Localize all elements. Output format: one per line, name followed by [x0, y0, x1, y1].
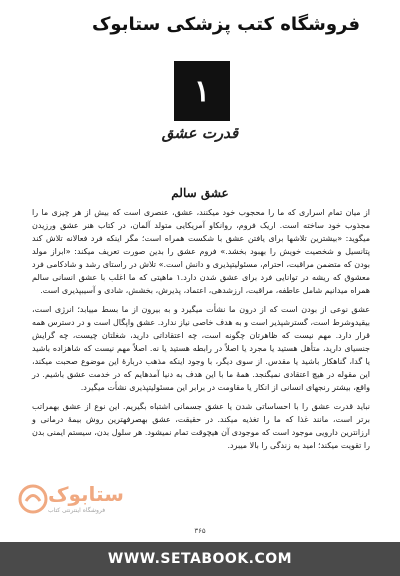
- body-text: [32, 206, 370, 458]
- paragraph: نباید قدرت عشق را با احساساتی شدن یا عشق جسمانی اشتباه بگیریم. این نوع از عشق بهمراتب برتر است، مانند غذا که ما را تغذیه میکند. در حقیقت، عشق بهصرفهترین روش بیمهٔ درمانی و ارزانترین دارویی موجود است که موجودی آن هیچوقت تمام نمیشود. هر سلول بدن، سیستم ایمنی بدن را تقویت میکند؛ امید به زندگی را بالا میبرد.: [32, 402, 370, 450]
- paragraph: عشق نوعی از بودن است که از درون ما نشأت میگیرد و به بیرون از ما بسط مییابد؛ انرژی است، بیقیدوشرط است، گسترشپذیر است و به هدف خاصی نیاز ندارد. عشق واپگال است و در دسترس همه قرار دارد. مهم نیست که ظاهرتان چگونه است، چه اعتقاداتی دارید، شغلتان چیست، چه گرایش جنسیای دارید، متأهل هستید یا مجرد یا اصلاً در رابطه هستید یا نه. اصلاً مهم نیست که شاهزاده باشید یا گدا، گناهکار باشید یا مقدس. از سوی دیگر، با وجود اینکه مذهب دربارهٔ این موضوع صحبت میکند، این مقوله در هیچ اعتقادی نمیگنجد. همهٔ ما با این هدف به دنیا آمدهایم که در خدمت عشق باشیم. در واقع، بیشتر رنجهای انسانی از انکار یا مقاومت در برابر این مسئولیتپذیری نشأت میگیرد.: [32, 305, 370, 392]
- footer-bar: [0, 542, 400, 576]
- section-heading: عشق سالم: [171, 186, 229, 200]
- setabook-logo-watermark: [18, 482, 126, 522]
- setabook-logo-icon: [18, 484, 48, 514]
- chapter-number-box: [174, 61, 230, 121]
- chapter-title: قدرت عشق: [161, 124, 239, 142]
- paragraph: از میان تمام اسراری که ما را محجوب خود میکنند، عشق، عنصری است که بیش از هر چیزی ما را مجذوب خود ساخته است. اریک فروم، روانکاو آمریکایی متولد آلمان، در کتاب هنر عشق ورزیدن میگوید: «بیشترین تلاشها برای یافتن عشق با شکست همراه است؛ مگر اینکه فرد فعالانه تلاش کند پتانسیل و شخصیت خویش را بهبود بخشد.» فروم عشق را بدین صورت تعریف میکند: «ابراز مولد بودن که متضمن مراقبت، احترام، مسئولیتپذیری و دانش است.» تلاش در راستای رشد و شادکامی فرد معشوق که ریشه در توانایی فرد برای عشق شدن دارد.۱ ماهیتی که ما اغلب با عشق انسانی سالم همراه میدانیم شامل عاطفه، مراقبت، ارزشدهی، اعتماد، پذیرش، بخشش، شادی و آسیبپذیری است.: [32, 208, 371, 295]
- page-number: ۳۶۵: [194, 527, 206, 535]
- chapter-number: ۱: [193, 73, 211, 109]
- logo-wordmark: ستابوک: [48, 482, 124, 506]
- website-url[interactable]: WWW.SETABOOK.COM: [107, 551, 293, 567]
- store-banner: فروشگاه کتب پزشکی ستابوک: [91, 14, 360, 35]
- logo-subtext: فروشگاه اینترنتی کتاب: [48, 507, 106, 514]
